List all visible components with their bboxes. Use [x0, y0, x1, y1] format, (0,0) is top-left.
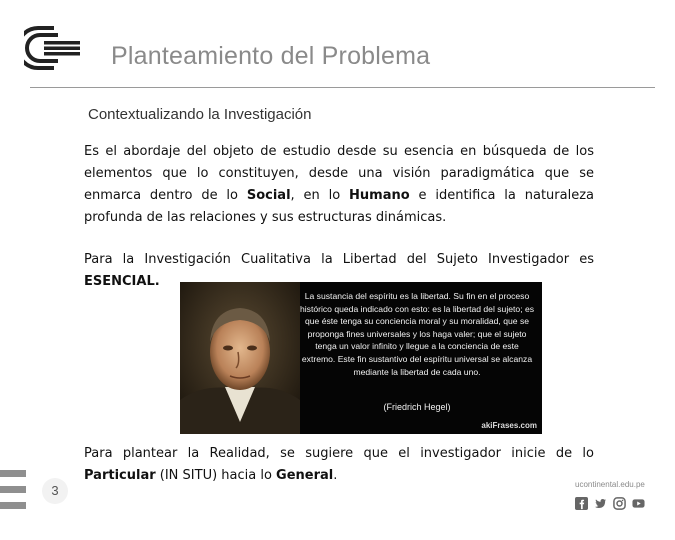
youtube-icon[interactable]	[632, 497, 645, 510]
page-number: 3	[42, 478, 68, 504]
social-icons	[575, 497, 645, 510]
section-subtitle: Contextualizando la Investigación	[88, 106, 312, 123]
quote-author: (Friedrich Hegel)	[383, 402, 451, 412]
decorative-side-bars	[0, 470, 26, 516]
image-watermark: akiFrases.com	[481, 421, 537, 430]
bold-social: Social	[246, 188, 291, 203]
paragraph-reality: Para plantear la Realidad, se sugiere que el investigador inicie de lo Particular (IN SITU) hacia lo General.	[84, 446, 594, 483]
quote-text: La sustancia del espíritu es la libertad. Su fin en el proceso histórico queda indicado con esto: es la libertad del sujeto; es que éste tenga su conciencia moral y su moralidad, que se proponga fines universales y los haga valer; que el sujeto tenga un valor infinito y llegue a la conciencia de este extremo. Este fin sustantivo del espíritu universal se alcanza mediante la libertad de cada uno.	[299, 291, 535, 377]
hegel-quote-image	[180, 282, 542, 434]
bold-esencial: ESENCIAL.	[84, 274, 160, 289]
hegel-portrait	[180, 282, 300, 434]
instagram-icon[interactable]	[613, 497, 626, 510]
bold-humano: Humano	[349, 188, 410, 203]
twitter-icon[interactable]	[594, 497, 607, 510]
website-link[interactable]: ucontinental.edu.pe	[575, 480, 645, 489]
header-divider	[30, 87, 655, 88]
bold-general: General	[276, 468, 334, 483]
facebook-icon[interactable]	[575, 497, 588, 510]
university-logo	[24, 26, 84, 70]
bold-particular: Particular	[84, 468, 156, 483]
paragraph-freedom: Para la Investigación Cualitativa la Libertad del Sujeto Investigador es ESENCIAL.	[84, 252, 594, 289]
page-title: Planteamiento del Problema	[111, 42, 431, 70]
paragraph-definition: Es el abordaje del objeto de estudio desde su esencia en búsqueda de los elementos que lo constituyen, desde una visión paradigmática que se enmarca dentro de lo Social, en lo Humano e identifica la naturaleza profunda de las relaciones y sus estructuras dinámicas.	[84, 144, 594, 225]
